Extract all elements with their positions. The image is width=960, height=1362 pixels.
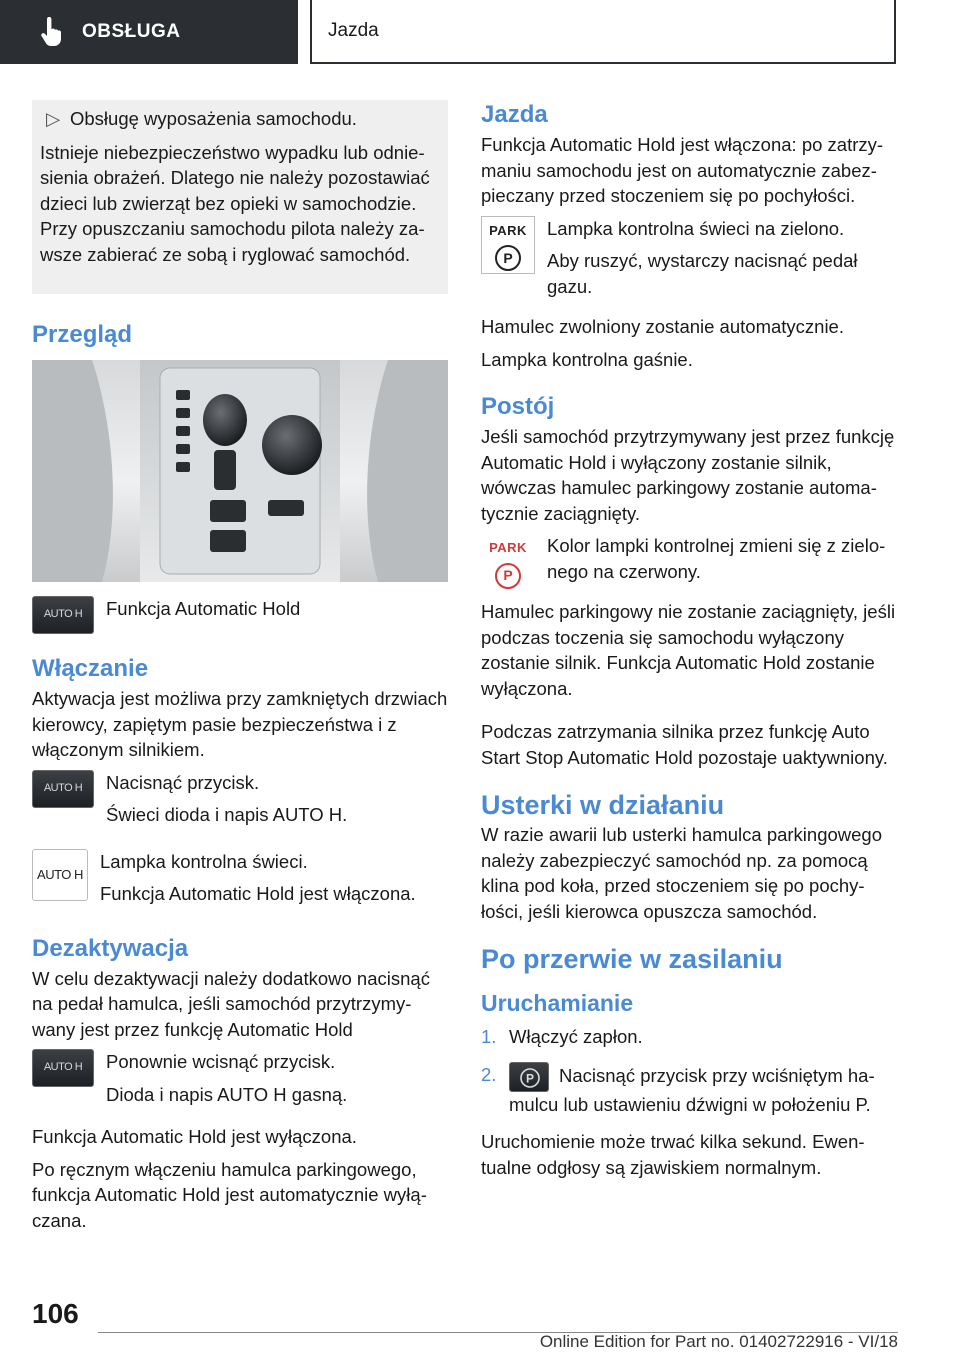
off-p2: Po ręcznym włączeniu hamulca parkingowego, funkcja Automatic Hold jest automatycznie wyłączana. xyxy=(32,1158,427,1231)
stop-heading: Postój xyxy=(481,393,555,420)
autoh-button-icon: AUTO H xyxy=(32,770,94,808)
autoh-caption-row xyxy=(32,596,448,634)
edition-note: Online Edition for Part no. 01402722916 - VI/18 xyxy=(539,1332,898,1351)
drive-green: Lampka kontrolna świeci na zielono. xyxy=(547,217,845,239)
svg-text:P: P xyxy=(525,1071,535,1085)
off-heading: Dezaktywacja xyxy=(32,934,189,962)
park-indicator-green-icon: PARK P xyxy=(481,216,535,274)
off-step-row xyxy=(32,1049,448,1114)
off-step1: Ponownie wcisnąć przycisk. xyxy=(106,1051,336,1072)
on-heading: Włączanie xyxy=(32,655,149,682)
off-step2: Dioda i napis AUTO H gasną. xyxy=(106,1083,348,1105)
autoh-indicator-icon: AUTO H xyxy=(32,849,88,901)
end-text: Uruchomienie może trwać kilka sekund. Ewentualne odgłosy są zjawiskiem normalnym. xyxy=(481,1131,865,1178)
stop-text: Jeśli samochód przytrzymywany jest przez funkcję Automatic Hold i wyłączony zostanie silnik, wówczas hamulec parkingowy zostanie automatycznie zaciągnięty. xyxy=(481,426,895,524)
page-number: 106 xyxy=(32,1298,79,1329)
hand-pointer-icon xyxy=(38,17,64,47)
stop-red: Kolor lampki kontrolnej zmieni się z zielonego na czerwony. xyxy=(547,535,886,582)
fault-heading: Usterki w działaniu xyxy=(481,790,725,820)
autoh-caption: Funkcja Automatic Hold xyxy=(106,598,301,619)
drive-text: Funkcja Automatic Hold jest włączona: po zatrzymaniu samochodu jest on automatycznie zabezpieczany przed stoczeniem się po pochyłości. xyxy=(481,134,884,206)
on-step1: Nacisnąć przycisk. xyxy=(106,771,260,793)
header-section-tab xyxy=(0,0,298,64)
parking-brake-button-icon xyxy=(509,1062,549,1092)
warning-box xyxy=(32,100,448,294)
power-heading: Po przerwie w zasilaniu xyxy=(481,944,783,974)
step-item: 1. Włączyć zapłon. xyxy=(481,1026,643,1047)
triangle-bullet-icon: ▷ xyxy=(46,108,61,129)
on-lamp2: Funkcja Automatic Hold jest włączona. xyxy=(100,883,416,904)
section-title: OBSŁUGA xyxy=(82,21,181,42)
chapter-label: Jazda xyxy=(328,20,379,41)
on-step2: Świeci dioda i napis AUTO H. xyxy=(106,804,348,825)
on-text: Aktywacja jest możliwa przy zamkniętych drzwiach kierowcy, zapiętym pasie bezpieczeństwa i z włączonym silnikiem. xyxy=(32,688,448,760)
autoh-button-icon: AUTO H xyxy=(32,1049,94,1087)
off-text: W celu dezaktywacji należy dodatkowo nacisnąć na pedał hamulca, jeśli samochód przytrzymywany jest przez funkcję Automatic Hold xyxy=(32,967,430,1040)
console-photo xyxy=(32,360,448,582)
center-console-illustration xyxy=(32,360,448,582)
park-indicator-red-icon: PARK P xyxy=(481,533,535,591)
drive-p2: Lampka kontrolna gaśnie. xyxy=(481,348,693,370)
warning-text: Istnieje niebezpieczeństwo wypadku lub odniesienia obrażeń. Dlatego nie należy pozostawiać dzieci lub zwierząt bez opieki w samochodzie. Przy opuszczaniu samochodu pilota należy zawsze zabierać ze sobą i ryglować samochód. xyxy=(40,141,430,265)
warning-bullet: Obsługę wyposażenia samochodu. xyxy=(70,108,357,129)
stop-p1: Hamulec parkingowy nie zostanie zaciągnięty, jeśli podczas toczenia się samochodu wyłączony zostanie silnik. Funkcja Automatic Hold zostanie wyłączona. xyxy=(481,601,896,699)
stop-lamp-row xyxy=(481,533,899,591)
on-lamp1: Lampka kontrolna świeci. xyxy=(100,850,308,872)
drive-lamp-row xyxy=(481,216,899,307)
autoh-button-icon: AUTO H xyxy=(32,596,94,634)
chapter-title xyxy=(310,0,896,64)
left-column xyxy=(32,100,448,1240)
stop-p2: Podczas zatrzymania silnika przez funkcję Auto Start Stop Automatic Hold pozostaje uaktywniony. xyxy=(481,721,888,768)
start-steps xyxy=(481,1024,899,1117)
drive-heading: Jazda xyxy=(481,101,548,128)
overview-heading: Przegląd xyxy=(32,321,133,348)
on-step-row xyxy=(32,770,448,835)
fault-text: W razie awarii lub usterki hamulca parkingowego należy zabezpieczyć samochód np. za pomocą klina pod koła, przed stoczeniem się po pochyłości, jeśli kierowca opuszcza samochód. xyxy=(481,824,883,922)
right-column xyxy=(481,100,899,1187)
drive-p1: Hamulec zwolniony zostanie automatycznie. xyxy=(481,316,844,337)
on-lamp-row xyxy=(32,849,448,914)
start-heading: Uruchamianie xyxy=(481,990,634,1016)
drive-go: Aby ruszyć, wystarczy nacisnąć pedał gazu. xyxy=(547,250,858,297)
step-item: 2. P Nacisnąć przycisk przy wciśniętym hamulcu lub ustawieniu dźwigni w położeniu P. xyxy=(481,1063,875,1115)
off-p1: Funkcja Automatic Hold jest wyłączona. xyxy=(32,1126,357,1147)
